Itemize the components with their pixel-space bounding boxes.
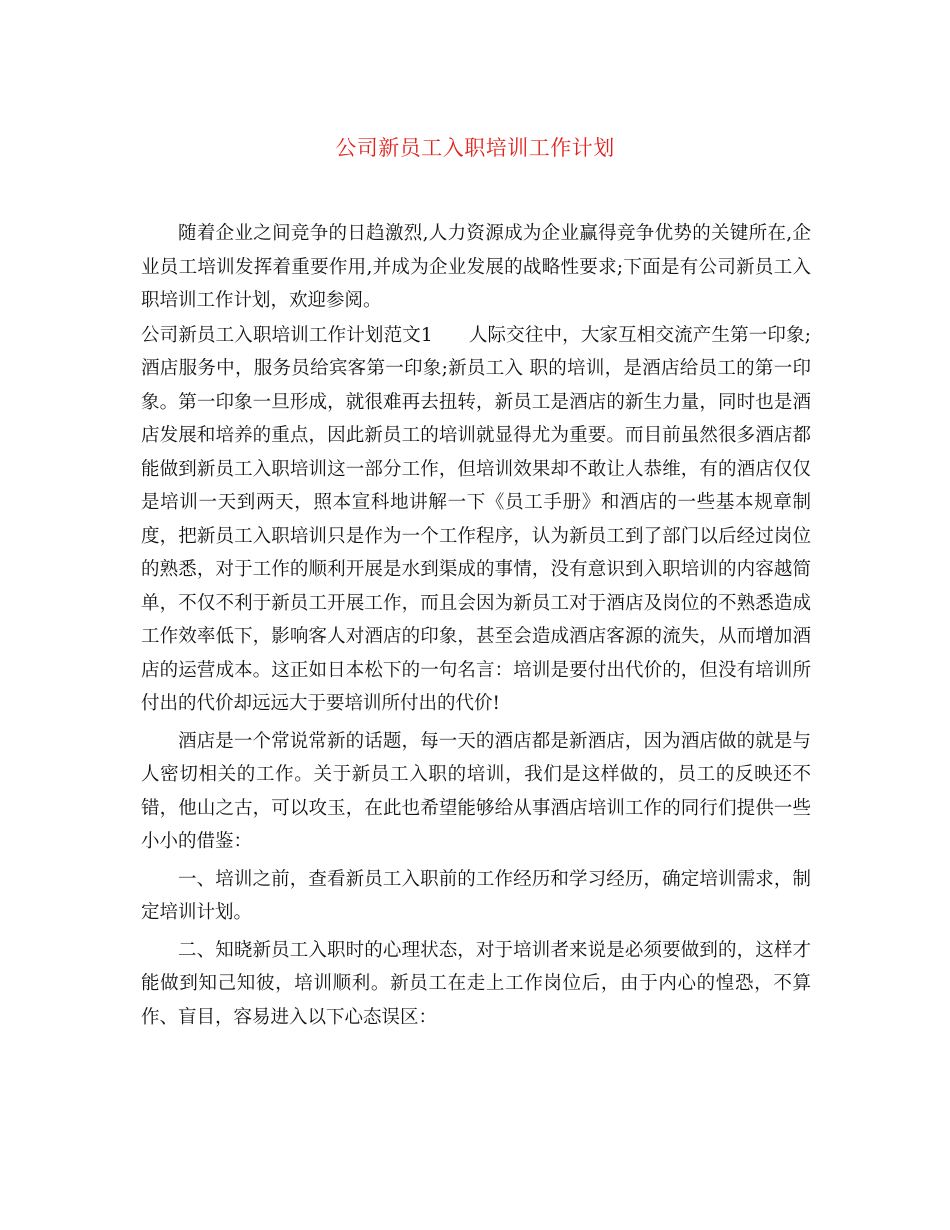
intro-paragraph: 随着企业之间竞争的日趋激烈,人力资源成为企业赢得竞争优势的关键所在,企业员工培训发挥着重要作用,并成为企业发展的战略性要求;下面是有公司新员工入职培训工作计划，欢迎参阅。	[141, 223, 811, 311]
section1-heading: 公司新员工入职培训工作计划范文1	[141, 324, 433, 346]
document-body	[141, 217, 811, 1034]
hotel-paragraph: 酒店是一个常说常新的话题，每一天的酒店都是新酒店，因为酒店做的就是与人密切相关的工作。关于新员工入职的培训，我们是这样做的，员工的反映还不错，他山之古，可以攻玉，在此也希望能够给从事酒店培训工作的同行们提供一些小小的借鉴：	[141, 730, 811, 852]
document-title: 公司新员工入职培训工作计划	[335, 136, 615, 160]
section1-paragraph	[141, 319, 811, 721]
step-one-paragraph: 一、培训之前，查看新员工入职前的工作经历和学习经历，确定培训需求，制定培训计划。	[141, 868, 811, 923]
step-two-paragraph: 二、知晓新员工入职时的心理状态，对于培训者来说是必须要做到的，这样才能做到知己知彼，培训顺利。新员工在走上工作岗位后，由于内心的惶恐，不算作、盲目，容易进入以下心态误区：	[141, 939, 811, 1028]
section1-text: 人际交往中，大家互相交流产生第一印象;酒店服务中，服务员给宾客第一印象;新员工入 职的培训，是酒店给员工的第一印象。第一印象一旦形成，就很难再去扭转，新员工是酒店的新生力量，同时也是酒店发展和培养的重点，因此新员工的培训就显得尤为重要。而目前虽然很多酒店都能做到新员工入职培训这一部分工作，但培训效果却不敢让人恭维，有的酒店仅仅是培训一天到两天，照本宣科地讲解一下《员工手册》和酒店的一些基本规章制度，把新员工入职培训只是作为一个工作程序，认为新员工到了部门以后经过岗位的熟悉，对于工作的顺利开展是水到渠成的事情，没有意识到入职培训的内容越简单，不仅不利于新员工开展工作，而且会因为新员工对于酒店及岗位的不熟悉造成工作效率低下，影响客人对酒店的印象，甚至会造成酒店客源的流失，从而增加酒店的运营成本。这正如日本松下的一句名言：培训是要付出代价的，但没有培训所付出的代价却远远大于要培训所付出的代价!	[141, 324, 811, 714]
